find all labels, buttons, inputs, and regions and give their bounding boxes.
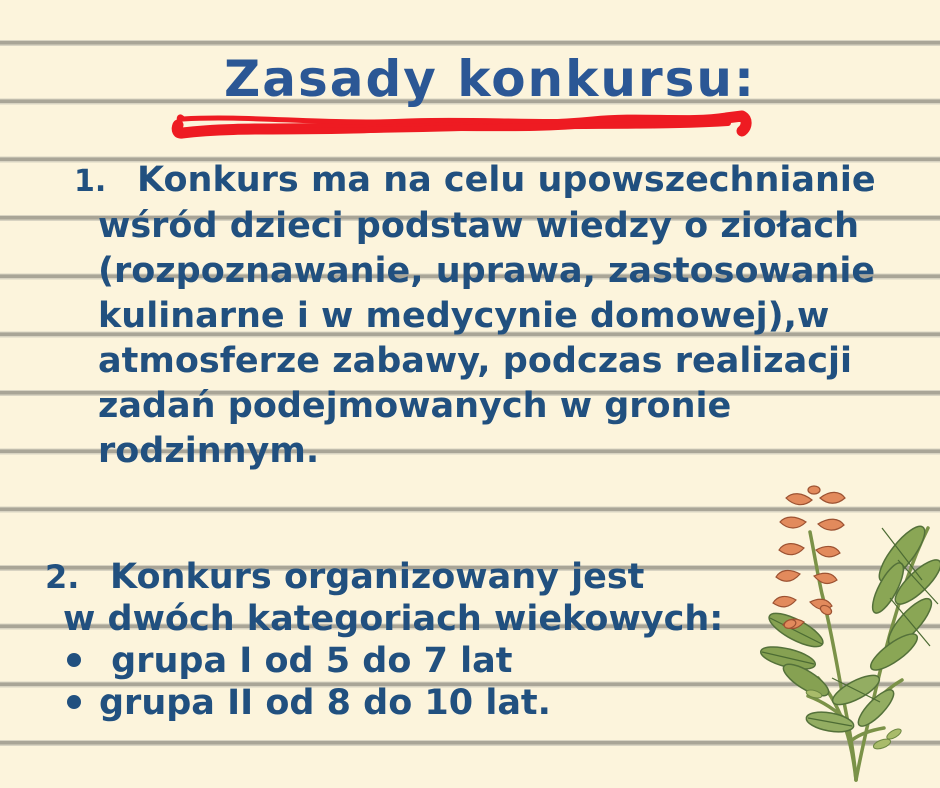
red-marker-underline-icon	[168, 103, 756, 139]
age-group-1	[63, 640, 783, 682]
rule-1-line-2: wśród dzieci podstaw wiedzy o ziołach	[98, 206, 860, 246]
rule-item-2	[45, 556, 783, 724]
rule-2-text: Konkurs organizowany jest	[110, 557, 645, 597]
rule-item-1	[74, 158, 928, 474]
rule-2-line-1	[45, 556, 783, 598]
rule-1-line-7: rodzinnym.	[98, 431, 320, 471]
age-group-1-text: grupa I od 5 do 7 lat	[99, 641, 513, 681]
bullet-icon	[67, 653, 81, 667]
red-underline-stroke	[168, 103, 756, 139]
rule-2-line-2: w dwóch kategoriach wiekowych:	[63, 599, 724, 639]
rule-2-number: 2.	[45, 558, 80, 596]
rule-1-number: 1.	[74, 164, 107, 199]
rule-1-line-5: atmosferze zabawy, podczas realizacji	[98, 341, 853, 381]
sage-plant-icon	[756, 482, 940, 788]
rule-1-line-4: kulinarne i w medycynie domowej),w	[98, 296, 830, 336]
rule-1-text: Konkurs ma na celu upowszechnianie	[137, 160, 876, 200]
page-title: Zasady konkursu:	[224, 50, 756, 108]
age-group-2	[63, 682, 783, 724]
sage-plant-illustration	[756, 482, 940, 788]
age-group-2-text: grupa II od 8 do 10 lat.	[99, 683, 551, 723]
rule-1-line-3: (rozpoznawanie, uprawa, zastosowanie	[98, 251, 876, 291]
rule-1-line-1	[74, 158, 928, 204]
rule-1-line-6: zadań podejmowanych w gronie	[98, 386, 732, 426]
bullet-icon	[67, 695, 81, 709]
